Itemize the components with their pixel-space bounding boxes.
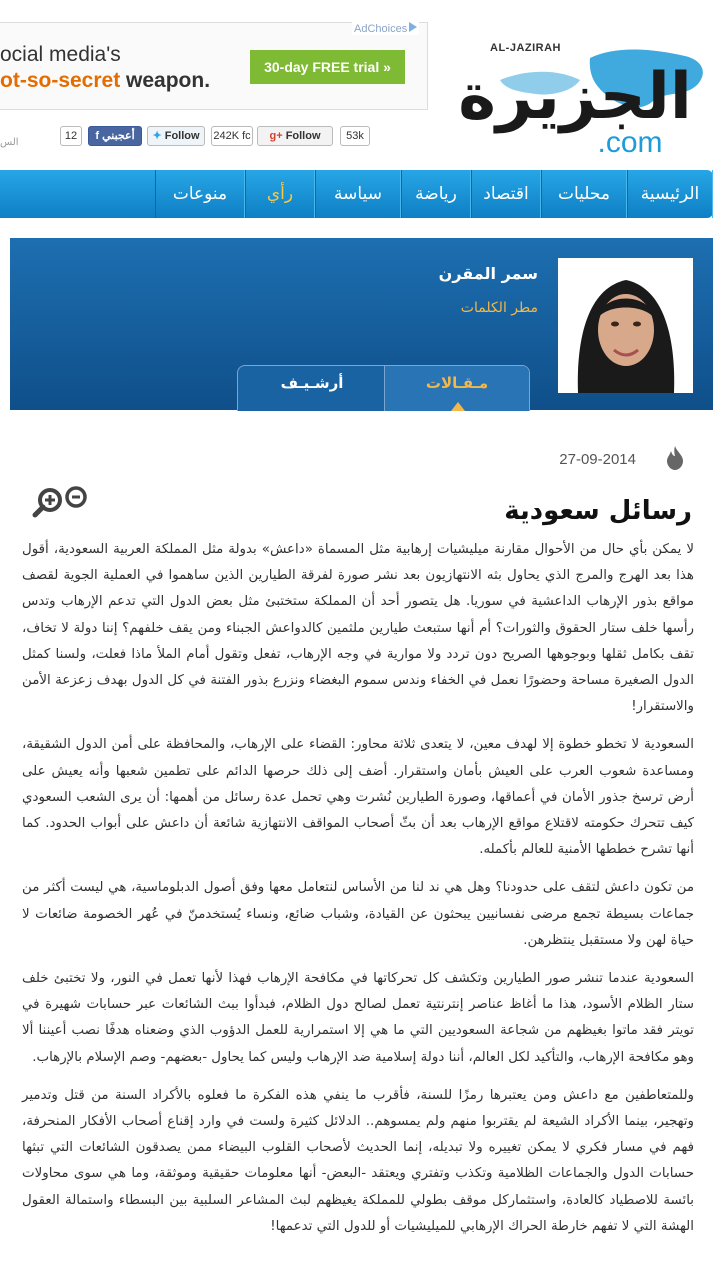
twitter-follow-button[interactable]: ✦ Follow <box>147 126 205 146</box>
nav-item-sports[interactable]: رياضة <box>401 170 471 218</box>
article-date: 27-09-2014 <box>559 451 636 468</box>
ad-headline-line2: ot-so-secret weapon. <box>0 69 211 92</box>
facebook-like-button[interactable]: f أعجبني <box>88 126 142 146</box>
gplus-follow-button[interactable]: g+ Follow <box>257 126 333 146</box>
zoom-controls[interactable] <box>30 484 90 518</box>
article-paragraph: السعودية لا تخطو خطوة إلا لهدف معين، لا يتعدى ثلاثة محاور: القضاء على الإرهاب، والمحافظة على أمن الدول الشقيقة، ومساعدة شعوب العرب على العيش بأمان واستقرار. أضف إلى ذلك حرصها الدائم على تطمين شعبها وأنه يعيش على أرض ترسخ جذور الأمان في أعماقها، وصورة الطيارين نُشرت وهي تحمل عدة رسائل من أهمها: أن يرى الشعب السعودي كيف تتحرك حكومته لاقتلاع مواقع الإرهاب بعد أن بثّ أصحاب المواقف الانتهازية شائعة أن داعش على أبواب الحدود. كما أنها تشرح خططها الأمنية للعالم بأكمله. <box>22 737 694 858</box>
ad-banner[interactable] <box>0 22 428 110</box>
ad-headline-line1: ocial media's <box>0 43 121 66</box>
nav-item-politics[interactable]: سياسة <box>315 170 401 218</box>
nav-item-economy[interactable]: اقتصاد <box>471 170 541 218</box>
article-body <box>22 537 694 1252</box>
article-paragraph: وللمتعاطفين مع داعش ومن يعتبرها رمزًا للسنة، فأقرب ما ينفي هذه الفكرة ما فعلوه بالأكراد السنة من قتل وتدمير وتهجير، بينما الأكراد الشيعة لم يقتربوا منهم ولم يمسوهم.. الدلائل كثيرة ولست في وارد إقناع أصحاب الأفكار المنحرفة، فهم في مسار فكري لا يمكن تغييره ولا تبديله، إنما الحديث لأصحاب القلوب البيضاء ممن يصدقون الشائعات التي تبثها حسابات الدول والجماعات الظلامية وتكذب وتفتري ويعتقد -البعض- أنها معلومات حقيقية وموثقة، وما هي سوى محاولات بائسة للاصطياد كالعادة، واستثماركل موقف بطولي للمملكة يغيظهم لبث المشاعر السلبية بين البسطاء واستمالة العقول الهشة التي لا تفهم خارطة الحراك الإرهابي للميليشيات أو للدول التي تدعمها! <box>22 1087 694 1234</box>
adchoices-badge[interactable]: AdChoices <box>352 22 419 35</box>
logo-domain: .com <box>597 126 663 159</box>
adchoices-icon <box>409 22 417 32</box>
nav-item-local[interactable]: محليات <box>541 170 627 218</box>
ad-trial-button[interactable]: 30-day FREE trial » <box>250 50 405 84</box>
tab-archive[interactable]: أرشـيـف <box>280 374 344 392</box>
twitter-follower-count: 242K fc <box>211 126 253 146</box>
nav-item-misc[interactable]: منوعات <box>155 170 245 218</box>
gplus-count: 53k <box>340 126 370 146</box>
article-title: رسائل سعودية <box>504 496 692 526</box>
article-paragraph: من تكون داعش لتقف على حدودنا؟ وهل هي ند لنا من الأساس لنتعامل معها وفق أصول الدبلوماسية، هي ليست أكثر من جماعات بسيطة تجمع مرضى نفسانيين يبحثون عن القيادة، وشباب ضائع، ونساء يُستخدمنّ في عُهر الخصومة ضائعات لا حياة لهن ولا مستقبل ينتظرهن. <box>22 880 694 948</box>
twitter-icon: ✦ <box>152 130 165 142</box>
facebook-icon: f <box>95 130 103 142</box>
tab-articles[interactable]: مـقـالات <box>384 366 529 411</box>
side-text: الس <box>0 137 19 148</box>
site-logo[interactable] <box>440 40 710 160</box>
author-tabs <box>237 365 530 411</box>
logo-arabic: الجزيرة <box>458 60 692 134</box>
author-name[interactable]: سمر المقرن <box>438 264 538 283</box>
nav-item-home[interactable]: الرئيسية <box>627 170 713 218</box>
author-column-name: مطر الكلمات <box>460 300 538 316</box>
logo-latin-text: AL-JAZIRAH <box>490 42 561 54</box>
article-paragraph: السعودية عندما تنشر صور الطيارين وتكشف كل تحركاتها في مكافحة الإرهاب فهذا لأنها تعمل في النور، ولا تختبئ خلف ستار الظلام الأسود، هذا ما أغاظ عناصر إنترنتية تعمل لصالح دول الظلام، فبدأوا ببث الشائعات عبر حسابات شهيرة في تويتر فقد ماتوا بغيظهم من شجاعة السعوديين التي ما هي إلا استمرارية للعمل الدؤوب الذي وضعناه هدفًا نصب أعيننا ألا وهو مكافحة الإرهاب، والتأكيد لكل العالم، أننا دولة إسلامية ضد الإرهاب وليس كما يحاول -بعضهم- وصم الإسلام بالإرهاب. <box>22 971 694 1065</box>
zoom-in-icon <box>35 490 60 515</box>
active-tab-arrow-icon <box>451 402 465 411</box>
author-box <box>10 238 713 410</box>
flame-icon <box>666 446 684 470</box>
share-count: 12 <box>60 126 82 146</box>
gplus-icon: g+ <box>269 130 286 142</box>
main-nav <box>0 170 713 218</box>
article-paragraph: لا يمكن بأي حال من الأحوال مقارنة ميليشيات إرهابية مثل المسماة «داعش» بدولة مثل المملكة العربية السعودية، أقول هذا بعد الهرج والمرج الذي يحاول بثه الانتهازيون بعد نشر صورة لفرقة الطيارين الذين ساهموا في العملية الجوية لقصف مواقع بذور الإرهاب الداعشية في سوريا. هل يتصور أحد أن المملكة ستختبئ مثل بعض الدول التي تدعم الإرهاب وتدس رأسها خلف ستار الحقوق والثورات؟ أم أنها ستبعث طيارين ملثمين كالدواعش الجبناء ومن يقف خلفهم؟ إننا دولة لا تخاف، تقف بكامل ثقلها وبوجوهها الصريح دون تردد ولا موارية في وجه الإرهاب، تفعل وتقول أمام الملأ ماذا فعلت، ولسنا كمثل الدول الصغيرة مساحة وحضورًا نعمل في الخفاء وندس سموم البغضاء ونزرع بذور الفتنة في كل الدول بهدف زعزعة الأمن والاستقرار! <box>22 542 694 715</box>
author-photo <box>558 258 693 393</box>
nav-item-opinion[interactable]: رأي <box>245 170 315 218</box>
zoom-out-icon <box>67 488 85 506</box>
